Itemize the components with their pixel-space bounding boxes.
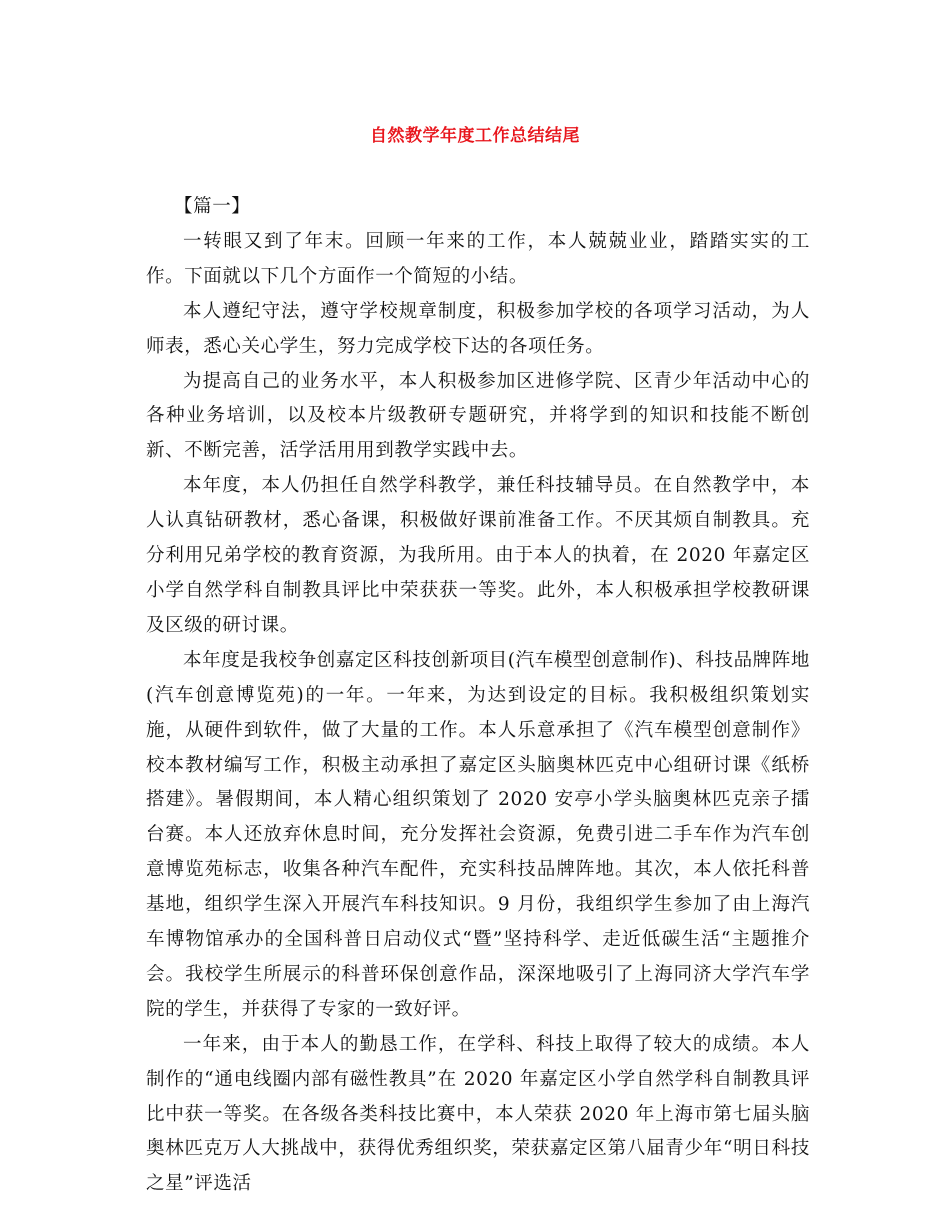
paragraph-training: 为提高自己的业务水平，本人积极参加区进修学院、区青少年活动中心的各种业务培训，以及校本片级教研专题研究，并将学到的知识和技能不断创新、不断完善，活学活用用到教学实践中去。: [146, 370, 810, 462]
document-title: 自然教学年度工作总结结尾: [370, 126, 580, 146]
document-body: [146, 190, 810, 1202]
paragraph-science-projects: 本年度是我校争创嘉定区科技创新项目(汽车模型创意制作)、科技品牌阵地(汽车创意博览苑)的一年。一年来，为达到设定的目标。我积极组织策划实施，从硬件到软件，做了大量的工作。本人乐意承担了《汽车模型创意制作》校本教材编写工作，积极主动承担了嘉定区头脑奥林匹克中心组研讨课《纸桥搭建》。暑假期间，本人精心组织策划了 2020 安亭小学头脑奥林匹克亲子擂台赛。本人还放弃休息时间，充分发挥社会资源，免费引进二手车作为汽车创意博览苑标志，收集各种汽车配件，充实科技品牌阵地。其次，本人依托科普基地，组织学生深入开展汽车科技知识。9 月份，我组织学生参加了由上海汽车博物馆承办的全国科普日启动仪式“暨”坚持科学、走近低碳生活“主题推介会。我校学生所展示的科普环保创意作品，深深地吸引了上海同济大学汽车学院的学生，并获得了专家的一致好评。: [146, 649, 810, 1020]
paragraph-intro: 一转眼又到了年末。回顾一年来的工作，本人兢兢业业，踏踏实实的工作。下面就以下几个方面作一个简短的小结。: [146, 230, 810, 287]
paragraph-teaching: 本年度，本人仍担任自然学科教学，兼任科技辅导员。在自然教学中，本人认真钻研教材，悉心备课，积极做好课前准备工作。不厌其烦自制教具。充分利用兄弟学校的教育资源，为我所用。由于本人的执着，在 2020 年嘉定区小学自然学科自制教具评比中荣获获一等奖。此外，本人积极承担学校教研课及区级的研讨课。: [146, 475, 810, 636]
paragraph-achievements: 一年来，由于本人的勤恳工作，在学科、科技上取得了较大的成绩。本人制作的“通电线圈内部有磁性教具”在 2020 年嘉定区小学自然学科自制教具评比中获一等奖。在各级各类科技比赛中，本人荣获 2020 年上海市第七届头脑奥林匹克万人大挑战中，获得优秀组织奖，荣获嘉定区第八届青少年“明日科技之星”评选活: [146, 1033, 810, 1195]
section-heading: 【篇一】: [174, 196, 251, 217]
paragraph-discipline: 本人遵纪守法，遵守学校规章制度，积极参加学校的各项学习活动，为人师表，悉心关心学生，努力完成学校下达的各项任务。: [146, 300, 810, 357]
